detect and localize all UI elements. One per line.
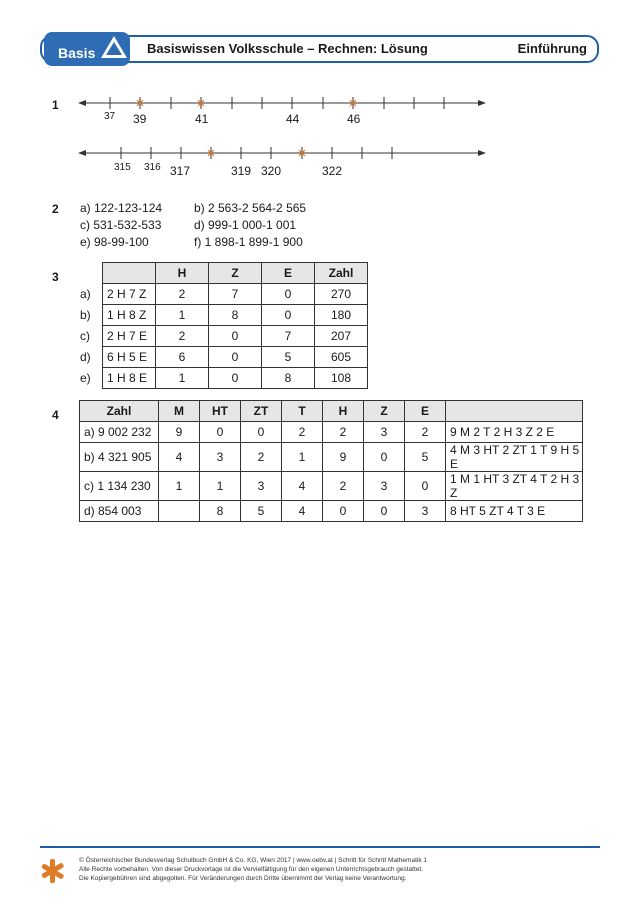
column-header: Z [364,401,405,422]
column-header: Zahl [315,263,368,284]
table-row: b) 4 321 905 4 3 2 1 9 0 5 4 M 3 HT 2 ZT 1 T 9 H 5 E [80,443,583,472]
footer-text: © Österreichischer Bundesverlag Schulbuch GmbH & Co. KG, Wien 2017 | www.oebv.at | Schritt für Schritt Mathematik 1 Alle Rechte vorbehalten. Von dieser Druckvorlage ist die Vervielfältigung für den eigenen Unterrichtsgebrauch gestattet. Die Kopiergebühren sind abgegolten. Für Veränderungen durch Dritte übernimmt der Verlag keine Verantwortung. [79,857,427,882]
column-header: Zahl [80,401,159,422]
tick-label: 41 [195,112,209,126]
triangle-icon [100,34,128,62]
task-number: 2 [52,202,59,216]
table-header-row [80,263,368,284]
tick-label: 46 [347,112,361,126]
tick-label: 322 [322,164,343,178]
column-header: E [262,263,315,284]
list-item: b) 2 563-2 564-2 565 [194,201,307,215]
table-row: e) 1 H 8 E 1 0 8 108 [80,368,368,389]
column-header: H [156,263,209,284]
table-row: c) 1 134 230 1 1 3 4 2 3 0 1 M 1 HT 3 ZT 4 T 2 H 3 Z [80,472,583,501]
column-header: ZT [241,401,282,422]
task-number: 4 [52,408,59,422]
section-title: Einführung [517,41,587,56]
tick-label: 44 [286,112,300,126]
column-header: Z [209,263,262,284]
level-badge-label: Basis [58,45,96,61]
tick-label: 320 [261,164,282,178]
column-header: HT [200,401,241,422]
list-item: f) 1 898-1 899-1 900 [194,235,303,249]
row-label: e) [80,371,91,385]
footer-divider [40,846,600,848]
place-value-table [80,262,368,389]
column-header [446,401,583,422]
task-number: 1 [52,98,59,112]
tick-label: 315 [114,162,131,173]
list-item: c) 531-532-533 [80,218,162,232]
page-title: Basiswissen Volksschule – Rechnen: Lösung [147,41,428,56]
column-header: M [159,401,200,422]
publisher-logo-icon [40,857,66,885]
row-label: d) [80,350,91,364]
list-item: d) 999-1 000-1 001 [194,218,297,232]
table-row: b) 1 H 8 Z 1 8 0 180 [80,305,368,326]
number-lines [78,92,488,182]
table-row: a) 2 H 7 Z 2 7 0 270 [80,284,368,305]
table-row: d) 6 H 5 E 6 0 5 605 [80,347,368,368]
row-label: a) [80,287,91,301]
tick-label: 316 [144,162,161,173]
table-row: d) 854 003 8 5 4 0 0 3 8 HT 5 ZT 4 T 3 E [80,501,583,522]
table-row: c) 2 H 7 E 2 0 7 207 [80,326,368,347]
task-number: 3 [52,270,59,284]
column-header: T [282,401,323,422]
list-item: e) 98-99-100 [80,235,149,249]
column-header: E [405,401,446,422]
tick-label: 37 [104,111,116,122]
tick-label: 319 [231,164,252,178]
large-number-table [79,400,583,522]
tick-label: 39 [133,112,147,126]
table-row: a) 9 002 232 9 0 0 2 2 3 2 9 M 2 T 2 H 3 Z 2 E [80,422,583,443]
tick-label: 317 [170,164,191,178]
column-header: H [323,401,364,422]
list-item: a) 122-123-124 [80,201,163,215]
table-header-row [80,401,583,422]
row-label: c) [80,329,90,343]
row-label: b) [80,308,91,322]
